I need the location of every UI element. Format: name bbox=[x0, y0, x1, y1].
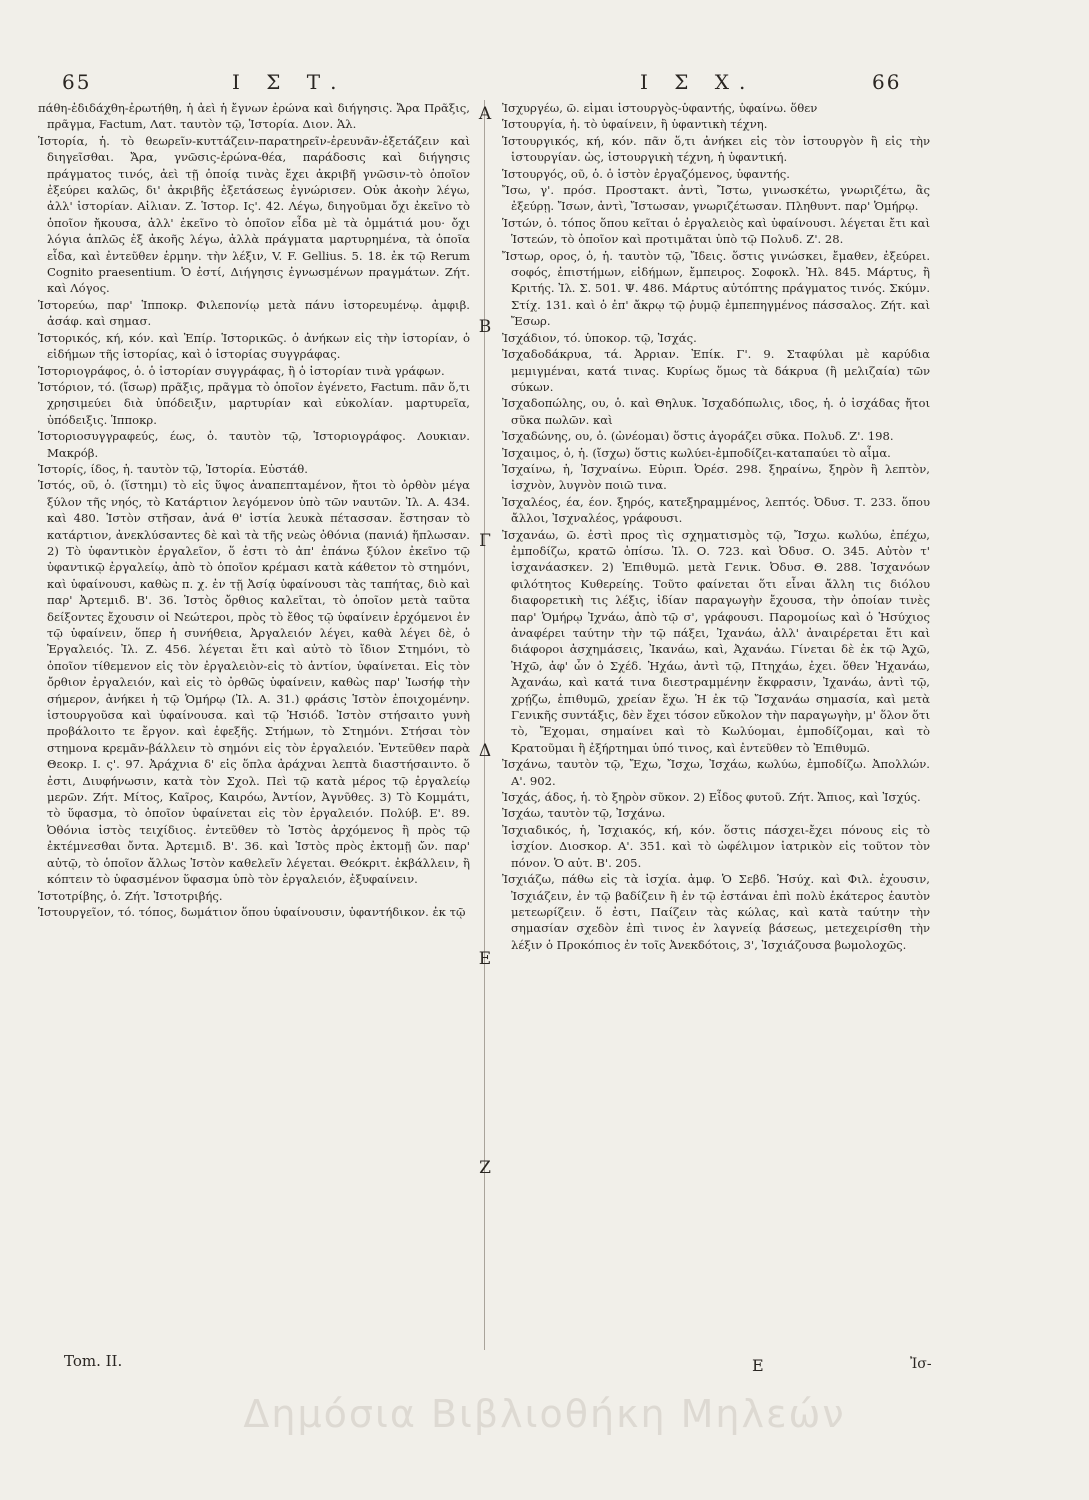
dictionary-entry: Ἴσω, γ'. πρόσ. Προστακτ. ἀντὶ, Ἴστω, γινωσκέτω, γνωριζέτω, ἂς ἐξεύρῃ. Ἴσων, ἀντὶ, Ἴστωσαν, γνωριζέτωσαν. Πληθυντ. παρ' Ὁμήρῳ. bbox=[502, 183, 930, 214]
dictionary-entry: Ἱστουργία, ἡ. τὸ ὑφαίνειν, ἢ ὑφαντικὴ τέχνη. bbox=[502, 117, 768, 132]
catchword: Ἰσ- bbox=[910, 1356, 932, 1372]
margin-letter: Α bbox=[478, 104, 492, 124]
dictionary-entry: Ἱστών, ὁ. τόπος ὅπου κεῖται ὁ ἐργαλειὸς καὶ ὑφαίνουσι. λέγεται ἔτι καὶ Ἱστεών, τὸ ὁποῖον καὶ προτιμᾶται ὑπὸ τῷ Πολυδ. Ζ'. 28. bbox=[502, 215, 930, 247]
dictionary-entry: Ἰσχανάω, ῶ. ἐστὶ προς τὶς σχηματισμὸς τῷ, Ἴσχω. κωλύω, ἐπέχω, ἐμποδίζω, κρατῶ ὀπίσω. Ἰλ. Ο. 723. καὶ Ὀδυσ. Ο. 345. Αὐτὸν τ' ἰσχανάασκεν. 2) Ἐπιθυμῶ. μετὰ Γενικ. Ὀδυσ. Θ. 288. Ἰσχανόων φιλότητος Κυθερείης. Τοῦτο φαίνεται ὅτι εἶναι ἄλλη τις διόλου διαφορετικὴ τις λέξις, ἰδίαν παραγωγὴν ἔχουσα, τὴν ὁποίαν τινὲς παρ' Ὁμήρῳ Ἰχνάω, ἀπὸ τῷ σ', γράφουσι. Παρομοίως καὶ ὁ Ἡσύχιος ἀναφέρει ταύτην τὴν τῷ πάξει, Ἰχανάω, ἀλλ' ἀναιρέρεται ἔτι καὶ διάφοροι ἀσχημάσεις, Ἰκανάω, καὶ, Ἀχανάω. Γίνεται δὲ ἐκ τῷ Ἀχῶ, Ἠχῶ, ἀφ' ὧν ὁ Σχέδ. Ἠχάω, ἀντὶ τῷ, Πτηχάω, ἐχει. ὅθεν Ἠχανάω, Ἀχανάω, καὶ κατά τινα διεστραμμένην ἔκφρασιν, Ἰχανάω, ἀντὶ τῷ, χρῄζω, ἐπιθυμῶ, χρείαν ἔχω. Ἡ ἐκ τῷ Ἴσχανάω σημασία, καὶ μετὰ Γενικῆς συντάξις, δὲν ἔχει τόσον εὔκολον τὴν παραγωγὴν, μ' ὅλον ὅτι τὸ, Ἔχομαι, σημαίνει καὶ τὸ Κωλύομαι, ἐμποδίζομαι, καὶ τὸ Κρατοῦμαι ἢ ἐξήρτημαι ὑπό τινος, καὶ ἐντεῦθεν τὸ Ἐπιθυμῶ. bbox=[502, 527, 930, 755]
dictionary-entry: Ἰσχαδώνης, ου, ὁ. (ὠνέομαι) ὅστις ἀγοράζει σῦκα. Πολυδ. Ζ'. 198. bbox=[502, 429, 894, 444]
dictionary-entry: Ἱστορίς, ίδος, ἡ. ταυτὸν τῷ, Ἱστορία. Εὐστάθ. bbox=[38, 461, 308, 476]
margin-letter: Ε bbox=[478, 949, 492, 969]
dictionary-entry: Ἰσχυργέω, ῶ. εἰμαι ἱστουργὸς-ὑφαντής, ὑφαίνω. ὅθεν bbox=[502, 101, 818, 115]
margin-letter: Β bbox=[478, 317, 492, 337]
dictionary-entry: Ἰσχάνω, ταυτὸν τῷ, Ἔχω, Ἴσχω, Ἰσχάω, κωλύω, ἐμποδίζω. Ἀπολλών. Α'. 902. bbox=[502, 757, 930, 788]
margin-letter: Γ bbox=[479, 531, 491, 551]
dictionary-entry: Ἱστορεύω, παρ' Ἱπποκρ. Φιλεπονίῳ μετὰ πάνυ ἱστορευμένῳ. ἀμφιβ. ἀσάφ. καὶ σημασ. bbox=[38, 297, 470, 329]
left-page-number: 65 bbox=[62, 70, 92, 94]
dictionary-entry: Ἰσχαλέος, έα, έον. ξηρός, κατεξηραμμένος, λεπτός. Ὀδυσ. Τ. 233. ὅπου ἄλλοι, Ἰσχναλέος, γράφουσι. bbox=[502, 494, 930, 526]
right-column bbox=[502, 100, 930, 1350]
dictionary-entry: Ἱστοριοσυγγραφεύς, έως, ὁ. ταυτὸν τῷ, Ἱστοριογράφος. Λουκιαν. Μακρόβ. bbox=[38, 429, 470, 460]
signature-mark: E bbox=[752, 1356, 764, 1375]
dictionary-entry: Ἰσχαιμος, ὁ, ἡ. (ἴσχω) ὅστις κωλύει-ἐμποδίζει-καταπαύει τὸ αἷμα. bbox=[502, 445, 891, 460]
dictionary-entry: Ἱστός, οῦ, ὁ. (ἵστημι) τὸ εἰς ὕψος ἀναπεπταμένον, ἤτοι τὸ ὀρθὸν μέγα ξύλον τῆς νηός, τὸ Κατάρτιον λεγόμενον ὑπὸ τῶν ναυτῶν. Ἰλ. Α. 434. καὶ 480. Ἱστὸν στῆσαν, ἀνά θ' ἱστία λευκὰ πέτασσαν. ἔστησαν τὸ κατάρτιον, ἀνεκλύσαντες δὲ καὶ τὰ τῆς νεὼς ὀθόνια (πανιά) ἥπλωσαν. 2) Τὸ ὑφαντικὸν ἐργαλεῖον, ὅ ἐστι τὸ ἀπ' ἐπάνω ξύλον ἐκεῖνο τῷ ὑφαντικῷ ἐργαλείῳ, ἀπὸ τὸ ὁποῖον κρέμασι κατὰ κάθετον τὸ στημόνι, καὶ ὑφαίνουσι, καθὼς π. χ. ἐν τῇ Ἀσίᾳ ὑφαίνουσι τὰς ταπήτας, διὸ καὶ παρ' Ἀρτεμιδ. Β'. 36. Ἱστὸς ὄρθιος καλεῖται, τὸ ὁποῖον μετὰ ταῦτα δείξοντες ἔχουσιν οἱ Νεώτεροι, πρὸς τὸ ἔθος τῷ ὑφαίνειν ἐρχόμενοι ἐν τῷ ὑφαίνειν, ὅπερ ἡ συνήθεια, Ἀργαλειόν λέγει, καθὰ λέγει δὲ, ὁ Ἐργαλειός. Ἰλ. Ζ. 456. λέγεται ἔτι καὶ αὐτὸ τὸ ἴδιον Στημόνι, τὸ ὁποῖον τίθεμενον εἰς τὸν ἐργαλειὸν-εἰς τὸ ἀντίον, ὑφαίνεται. Εἰς τὸν ὄρθιον ἐργαλειόν, καὶ εἰς τὸ ὀρθῶς ὑφαίνειν, καθὼς παρ' Ἰωσήφ τὴν σήμερον, ἀνήκει ἡ τῷ Ὁμήρῳ (Ἰλ. Α. 31.) φράσις Ἱστὸν ἐποιχομένην. ἱστουργοῦσα καὶ ὑφαίνουσα. καὶ τῷ Ἡσιόδ. Ἱστὸν στήσαιτο γυνὴ προβάλοιτο τε ἔργον. καὶ ἐφεξῆς. Στήμων, τὸ Στημόνι. Στήσαι τὸν στημονα κρεμᾶν-βάλλειν τὸ σημόνι εἰς τὸν ἐργαλειόν. Ἐντεῦθεν παρὰ Θεοκρ. Ι. ς'. 97. Ἀράχνια δ' εἰς ὅπλα ἀράχναι λεπτὰ διαστήσαιντο. ὅ ἐστι, Διυφήνωσιν, κατὰ τὸν Σχολ. Πεὶ τῷ κατὰ μέρος τῷ ἐργαλείῳ μερῶν. Ζήτ. Μίτος, Καῖρος, Καιρόω, Ἀντίον, Ἀγνῦθες. 3) Τὸ Κομμάτι, τὸ ὕφασμα, τὸ ὁποῖον ὑφαίνεται εἰς τὸν ἐργαλειόν. Πολύβ. Ε'. 89. Ὀθόνια ἱστὸς τειχίδιος. ἐντεῦθεν τὸ Ἱστὸς ἀρχόμενος ἢ πρὸς τῷ ἐκτέμνεσθαι ὄντα. Ἀρτεμιδ. Β'. 36. καὶ Ἱστὸς πρὸς ἐκτομῇ ὤν. παρ' αὐτῷ, τὸ ὁποῖον ἄλλως Ἱστὸν καθελεῖν λέγεται. Θεόκριτ. ἐκβάλλειν, ἢ κόπτειν τὸ ὑφασμένον ὕφασμα ὑπὸ τὸν ἐργαλειόν, ἐξυφαίνειν. bbox=[38, 478, 470, 887]
dictionary-entry: Ἰσχαδοδάκρυα, τά. Ἀρριαν. Ἐπίκ. Γ'. 9. Σταφύλαι μὲ καρύδια μεμιγμέναι, κατά τινας. Κυρίως ὅμως τὰ δάκρυα (ἢ μελιζαία) τῶν σύκων. bbox=[502, 347, 930, 394]
dictionary-entry: Ἱστορικός, κή, κόν. καὶ Ἐπίρ. Ἱστορικῶς. ὁ ἀνήκων εἰς τὴν ἱστορίαν, ὁ εἰδήμων τῆς ἱστορίας, καὶ ὁ ἱστορίας συγγράφας. bbox=[38, 330, 470, 362]
dictionary-entry: Ἰσχαδοπώλης, ου, ὁ. καὶ Θηλυκ. Ἰσχαδόπωλις, ιδος, ἡ. ὁ ἰσχάδας ἤτοι σῦκα πωλῶν. καὶ bbox=[502, 396, 930, 427]
margin-letter: Δ bbox=[478, 741, 492, 761]
dictionary-entry: Ἱστουργεῖον, τό. τόπος, δωμάτιον ὅπου ὑφαίνουσιν, ὑφαντήδικον. ἐκ τῷ bbox=[38, 904, 466, 919]
left-running-head: Ι Σ Τ. bbox=[232, 70, 347, 94]
dictionary-entry: Ἰσχιαδικός, ἡ, Ἰσχιακός, κή, κόν. ὅστις πάσχει-ἔχει πόνους εἰς τὸ ἰσχίον. Διοσκορ. Α'. 351. καὶ τὸ ὠφέλιμον ἰατρικὸν εἰς τοῦτον τὸν πόνον. Ὁ αὐτ. Β'. 205. bbox=[502, 822, 930, 870]
dictionary-entry: Ἰσχιάζω, πάθω εἰς τὰ ἰσχία. ἀμφ. Ὁ Σεβδ. Ἡσύχ. καὶ Φιλ. ἐχουσιν, Ἰσχιάζειν, ἐν τῷ βαδίζειν ἢ ἐν τῷ ἑστάναι ἐπὶ πολὺ ἑκάτερος ἑαυτὸν μετεωρίζειν. ὅ ἐστι, Παίζειν τὰς κώλας, καὶ κατὰ ταύτην τὴν σημασίαν σχεδὸν ἐπὶ τινος ἐν λαγνείᾳ βάσεως, μετεχειρίσθη τὴν λέξιν ὁ Προκόπιος ἐν τοῖς Ἀνεκδότοις, 3', Ἰσχιάζουσα βωμολοχῶς. bbox=[502, 872, 930, 952]
dictionary-entry: Ἱστόριον, τό. (ἴσωρ) πρᾶξις, πρᾶγμα τὸ ὁποῖον ἐγένετο, Factum. πᾶν ὅ,τι χρησιμεύει διὰ ὑπόδειξιν, μαρτυρίαν καὶ εὐκολίαν. μαρτυρεῖα, ὑπόδειξις. Ἱπποκρ. bbox=[38, 379, 470, 427]
dictionary-entry: Ἱστουργός, οῦ, ὁ. ὁ ἱστὸν ἐργαζόμενος, ὑφαντής. bbox=[502, 166, 790, 181]
dictionary-entry: πάθη-ἐδιδάχθη-ἐρωτήθη, ἡ ἀεὶ ἡ ἔγνων ἐρώνα καὶ διήγησις. Ἄρα Πρᾶξις, πρᾶγμα, Factum, Λατ. ταυτὸν τῷ, Ἱστορία. Διον. Ἁλ. bbox=[38, 101, 470, 132]
library-watermark: Δημόσια Βιβλιοθήκη Μηλεών bbox=[243, 1392, 846, 1436]
dictionary-entry: Ἰσχάς, άδος, ἡ. τὸ ξηρὸν σῦκον. 2) Εἶδος φυτοῦ. Ζήτ. Ἄπιος, καὶ Ἰσχύς. bbox=[502, 790, 921, 805]
volume-label: Tom. II. bbox=[64, 1352, 123, 1370]
margin-letter: Ζ bbox=[479, 1158, 491, 1178]
dictionary-entry: Ἰσχάω, ταυτὸν τῷ, Ἰσχάνω. bbox=[502, 806, 666, 821]
dictionary-entry: Ἰσχάδιον, τό. ὑποκορ. τῷ, Ἰσχάς. bbox=[502, 330, 697, 345]
dictionary-entry: Ἱστοτρίβης, ὁ. Ζήτ. Ἱστοτριβής. bbox=[38, 888, 223, 903]
dictionary-entry: Ἱστοριογράφος, ὁ. ὁ ἱστορίαν συγγράφας, ἢ ὁ ἱστορίαν τινὰ γράφων. bbox=[38, 363, 445, 378]
dictionary-entry: Ἰσχαίνω, ἡ, Ἰσχναίνω. Εὐριπ. Ὀρέσ. 298. ξηραίνω, ξηρὸν ἢ λεπτὸν, ἰσχνὸν, λυγνὸν ποιῶ τινα. bbox=[502, 461, 930, 493]
left-column bbox=[38, 100, 470, 1350]
dictionary-entry: Ἱστουργικός, κή, κόν. πᾶν ὅ,τι ἀνήκει εἰς τὸν ἱστουργὸν ἢ εἰς τὴν ἱστουργίαν. ὡς, ἱστουργικὴ τέχνη, ἡ ὑφαντική. bbox=[502, 133, 930, 165]
dictionary-entry: Ἴστωρ, ορος, ὁ, ἡ. ταυτὸν τῷ, Ἴδεις. ὅστις γινώσκει, ἔμαθεν, ἐξεύρει. σοφός, ἐπιστήμων, εἰδήμων, ἔμπειρος. Σοφοκλ. Ἠλ. 845. Μάρτυς, ἢ Κριτής. Ἰλ. Σ. 501. Ψ. 486. Μάρτυς αὐτόπτης πράγματος τινός. Σκύμν. Στίχ. 131. καὶ ὁ ἐπ' ἄκρῳ τῷ ῥυμῷ ἐμπεπηγμένος πάσσαλος. Ζήτ. καὶ Ἔσωρ. bbox=[502, 248, 930, 329]
right-running-head: Ι Σ Χ. bbox=[640, 70, 756, 94]
right-page-number: 66 bbox=[872, 70, 902, 94]
dictionary-entry: Ἱστορία, ἡ. τὸ θεωρεῖν-κυττάζειν-παρατηρεῖν-ἐρευνᾶν-ἐξετάζειν καὶ διηγεῖσθαι. Ἄρα, γνῶσις-ἐρώνα-θέα, παράδοσις καὶ διήγησις πράγματος τινός, ἀεὶ τῇ ὁποίᾳ τινὰς ἔχει ἀκριβῆ γνῶσιν-τὸ ὁποῖον ἐξεύρει καλῶς, δι' ἀκριβῆς ἐξετάσεως ἐγνώρισεν. Οὐκ ἀκοὴν λέγω, ἀλλ' ἱστορίαν. Αἰλιαν. Ζ. Ἱστορ. Ις'. 42. Λέγω, διηγοῦμαι ὄχι ἐκεῖνο τὸ ὁποῖον ἤκουσα, ἀλλ' ἐκεῖνο τὸ ὁποῖον εἶδα μὲ τὰ ὀμμάτιά μου· ὄχι λόγια ἁπλῶς ἐξ ἀκοῆς λέγω, ἀλλὰ πράγματα μαρτυρημένα, τὰ ὁποῖα εἶδα, καὶ ἐντεῦθεν ἑρμην. τὴν λέξιν, V. F. Gellius. 5. 18. ἐκ τῷ Rerum Cognito praesentium. Ὁ ἐστί, Διήγησις ἐγνωσμένων πραγμάτων. Ζήτ. καὶ Λόγος. bbox=[38, 133, 470, 296]
